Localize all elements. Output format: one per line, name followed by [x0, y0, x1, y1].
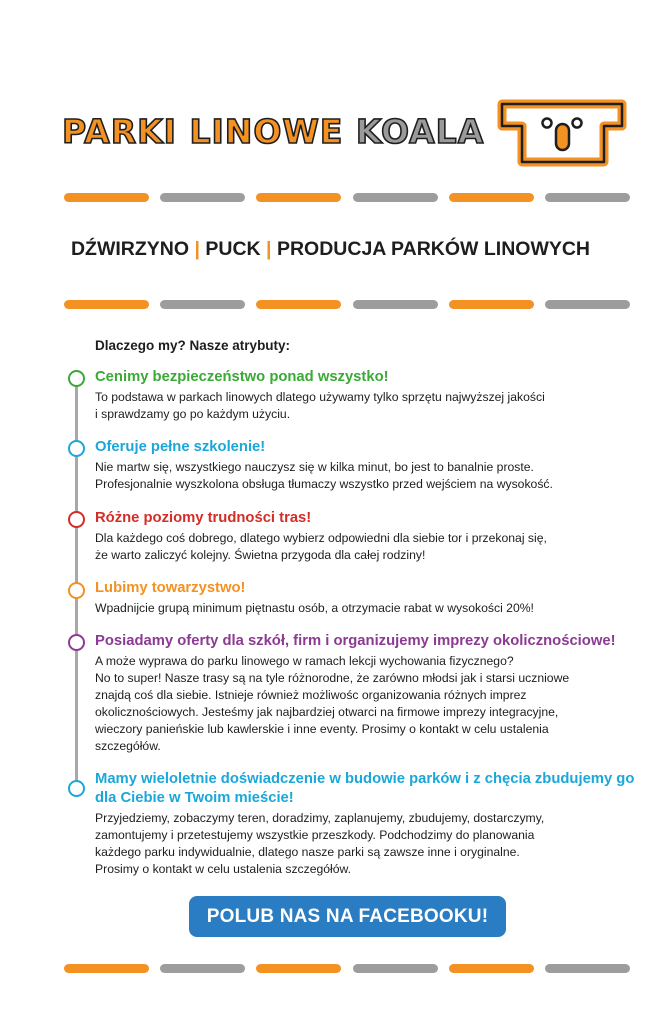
facebook-like-button[interactable]: POLUB NAS NA FACEBOOKU! — [189, 896, 506, 937]
divider-dash — [256, 300, 341, 309]
divider-dash — [545, 193, 630, 202]
attribute-offers — [95, 632, 635, 755]
attribute-safety — [95, 368, 635, 423]
timeline-dot-training — [68, 440, 85, 457]
tagline-production: PRODUCJA PARKÓW LINOWYCH — [276, 238, 591, 260]
divider-dash — [449, 300, 534, 309]
divider-dash — [353, 964, 438, 973]
attribute-difficulty — [95, 509, 635, 564]
brand-logo-text — [62, 112, 484, 151]
divider-dash — [64, 964, 149, 973]
divider-middle — [64, 300, 630, 310]
divider-bottom — [64, 964, 630, 974]
timeline-dot-difficulty — [68, 511, 85, 528]
brand-word-parki: PARKI — [62, 112, 177, 151]
divider-dash — [160, 300, 245, 309]
divider-dash — [256, 193, 341, 202]
divider-dash — [449, 964, 534, 973]
divider-dash — [64, 193, 149, 202]
divider-dash — [545, 964, 630, 973]
brand-word-linowe: LINOWE — [189, 112, 344, 151]
locations-tagline — [0, 238, 661, 261]
attribute-training — [95, 438, 635, 493]
attribute-text: Przyjedziemy, zobaczymy teren, doradzimy, zaplanujemy, zbudujemy, dostarczymy, zamontujemy i przetestujemy wszystkie przeszkody. Podchodzimy do planowania każdego parku indywidualnie, dlatego nasze parki są zawsze inne i oryginalne. Prosimy o kontakt w celu ustalenia szczegółów. — [95, 811, 545, 876]
attribute-text: Wpadnijcie grupą minimum piętnastu osób, a otrzymacie rabat w wysokości 20%! — [95, 601, 534, 615]
divider-top — [64, 193, 630, 203]
divider-dash — [256, 964, 341, 973]
attribute-experience — [95, 770, 635, 878]
timeline-dot-experience — [68, 780, 85, 797]
tagline-separator: | — [266, 238, 272, 260]
koala-head-icon — [494, 96, 630, 170]
attribute-title: Posiadamy oferty dla szkół, firm i organizujemy imprezy okolicznościowe! — [95, 633, 616, 649]
divider-dash — [353, 193, 438, 202]
divider-dash — [160, 193, 245, 202]
tagline-dzwirzyno: DŹWIRZYNO — [70, 238, 190, 260]
divider-dash — [545, 300, 630, 309]
divider-dash — [449, 193, 534, 202]
attribute-title: Oferuje pełne szkolenie! — [95, 439, 266, 455]
attribute-title: Mamy wieloletnie doświadczenie w budowie parków i z chęcia zbudujemy go dla Ciebie w Twoim mieście! — [95, 771, 635, 806]
attributes-intro: Dlaczego my? Nasze atrybuty: — [95, 338, 291, 353]
attribute-title: Lubimy towarzystwo! — [95, 580, 246, 596]
brand-word-koala: KOALA — [355, 112, 485, 151]
attribute-text: To podstawa w parkach linowych dlatego używamy tylko sprzętu najwyższej jakości i sprawdzamy go po każdym użyciu. — [95, 390, 545, 421]
tagline-separator: | — [194, 238, 200, 260]
divider-dash — [160, 964, 245, 973]
timeline-dot-safety — [68, 370, 85, 387]
timeline-dot-offers — [68, 634, 85, 651]
attribute-title: Cenimy bezpieczeństwo ponad wszystko! — [95, 369, 389, 385]
divider-dash — [353, 300, 438, 309]
attribute-text: Dla każdego coś dobrego, dlatego wybierz odpowiedni dla siebie tor i przekonaj się, że warto zaliczyć kolejny. Świetna przygoda dla całej rodziny! — [95, 531, 547, 562]
attribute-text: Nie martw się, wszystkiego nauczysz się w kilka minut, bo jest to banalnie proste. Profesjonalnie wyszkolona obsługa tłumaczy wszystko przed wejściem na wysokość. — [95, 460, 553, 491]
tagline-puck: PUCK — [205, 238, 261, 260]
divider-dash — [64, 300, 149, 309]
attribute-title: Różne poziomy trudności tras! — [95, 510, 312, 526]
attribute-groups — [95, 579, 635, 617]
attribute-text: A może wyprawa do parku linowego w ramach lekcji wychowania fizycznego? No to super! Nasze trasy są na tyle różnorodne, że zarówno młodsi jak i starsi uczniowe znajdą coś dla siebie. Istnieje również możliwośc organizowania różnych imprez okolicznościowych. Jesteśmy jak najbardziej otwarci na firmowe imprezy integracyjne, wieczory panieńskie lub kawlerskie i inne eventy. Prosimy o kontakt w celu ustalenia szczegółów. — [95, 654, 570, 753]
timeline-dot-groups — [68, 582, 85, 599]
